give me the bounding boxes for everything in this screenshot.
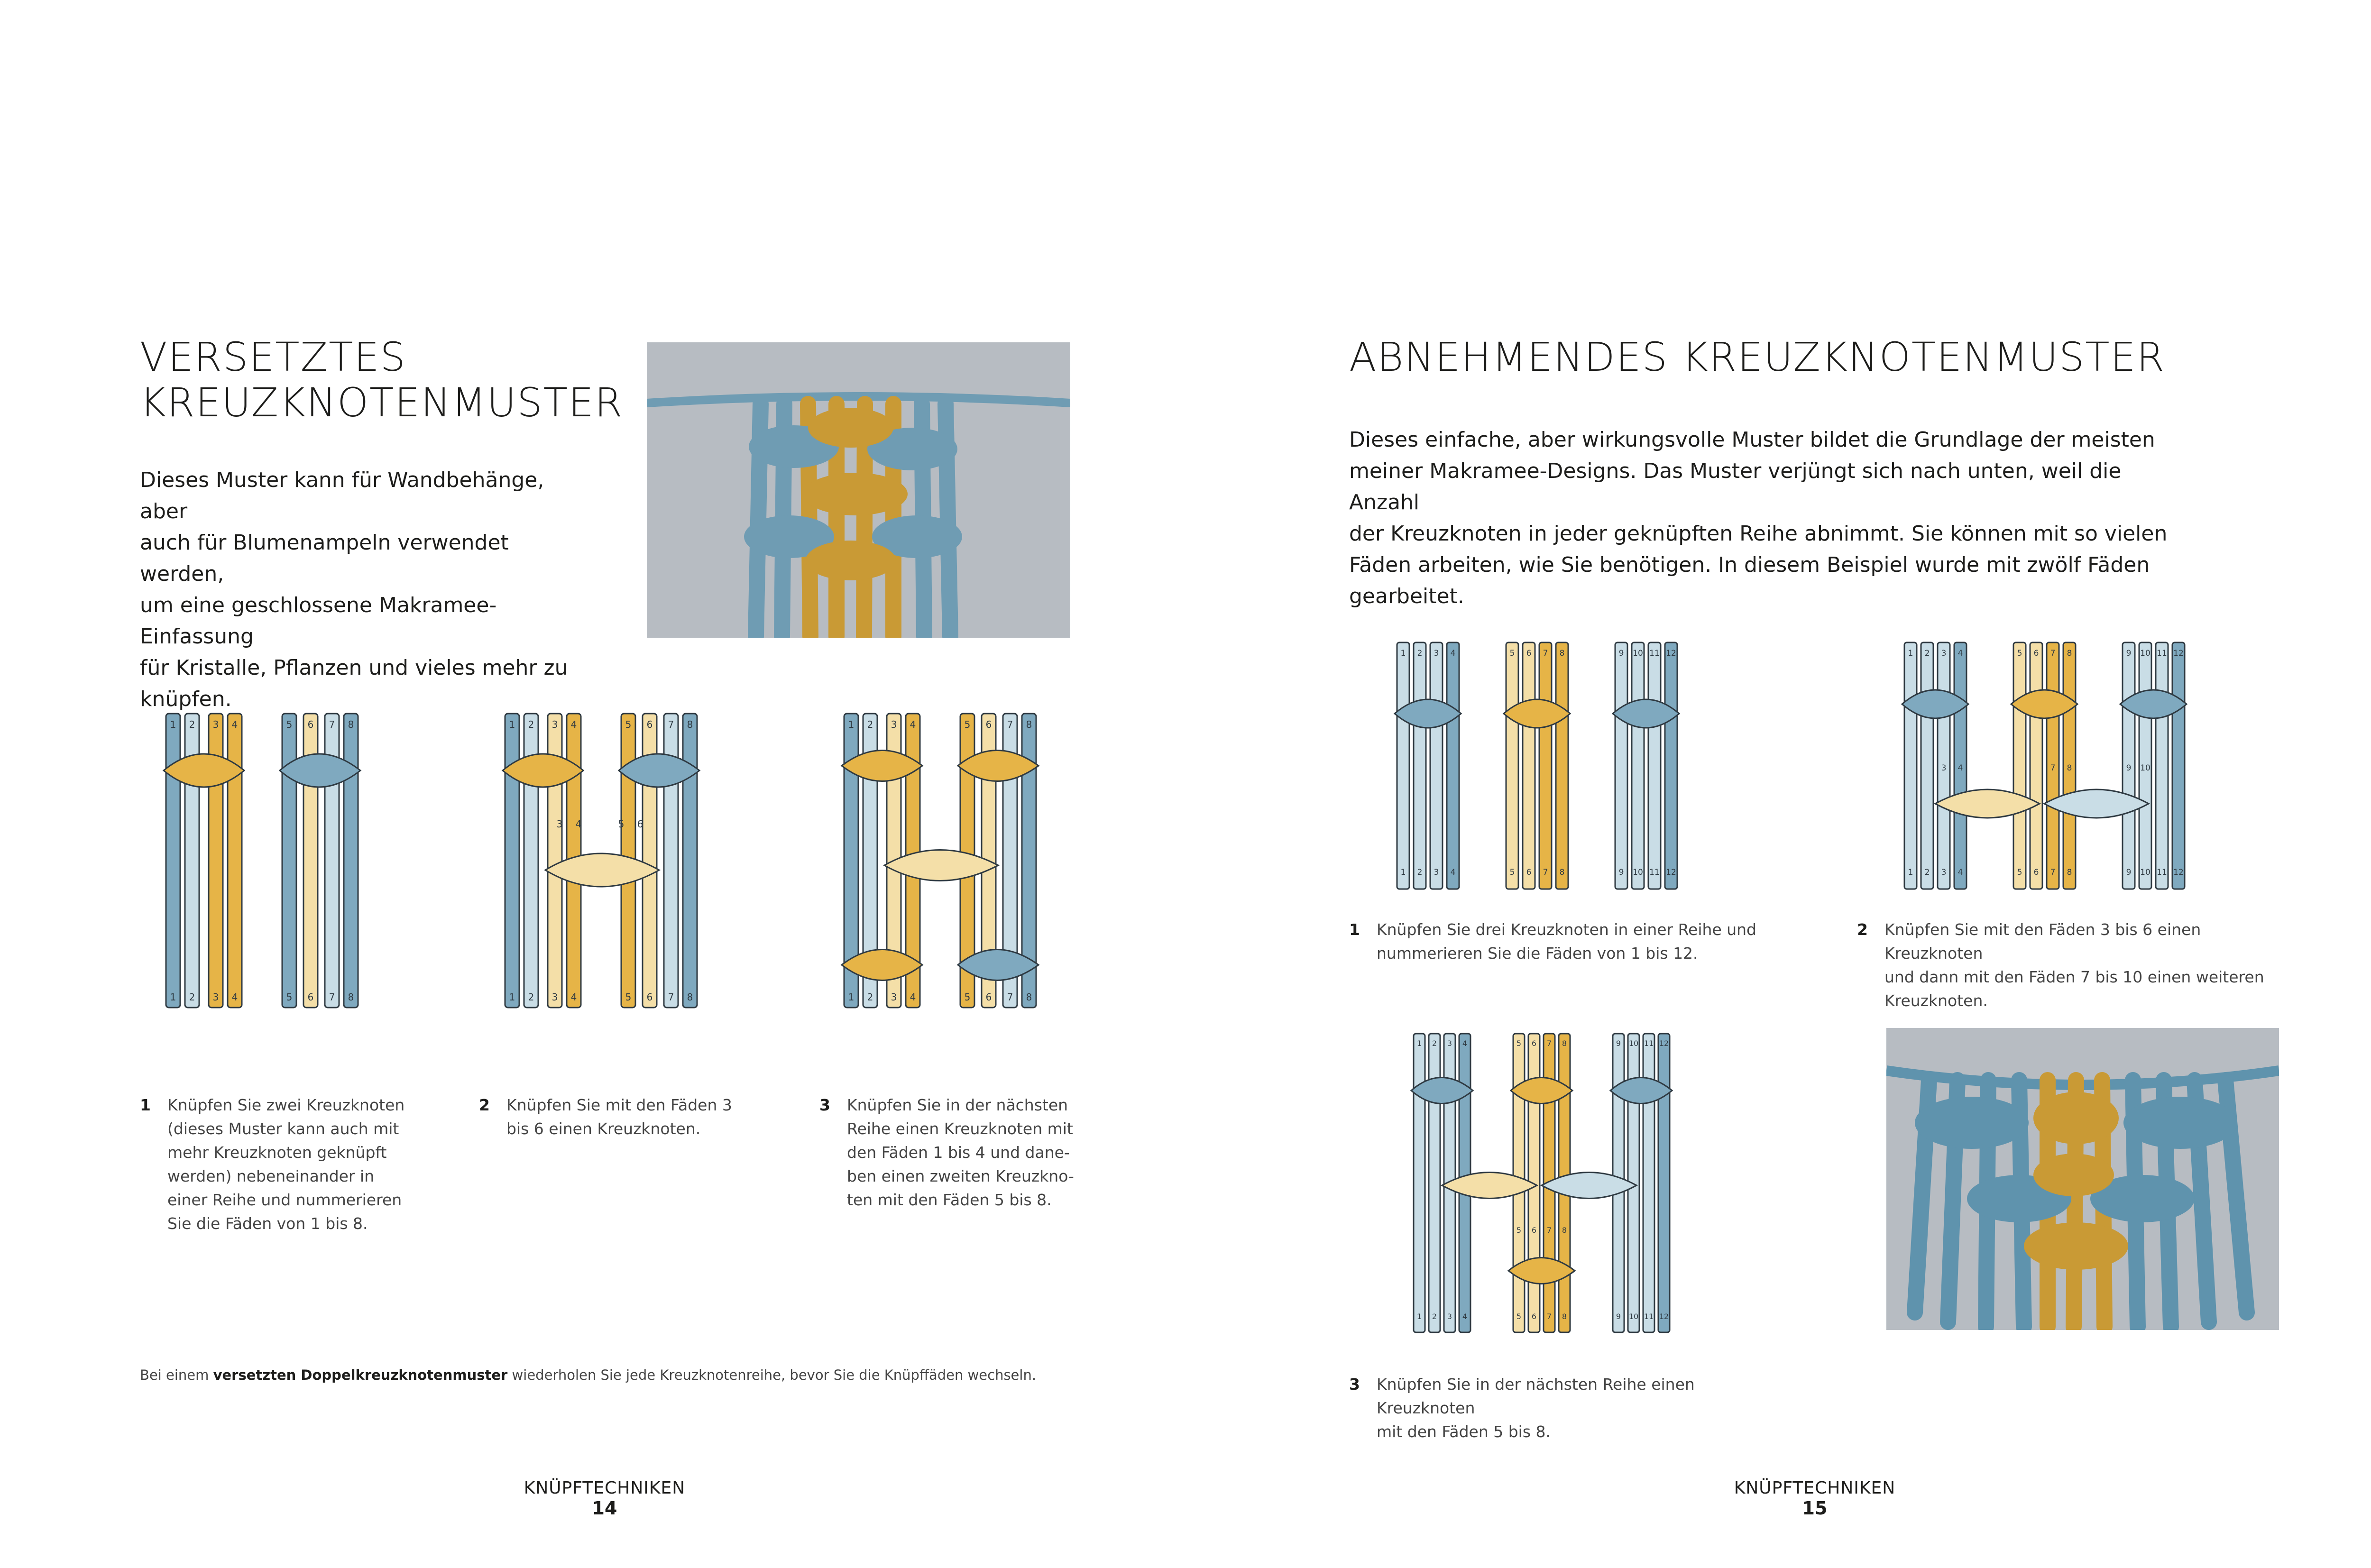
thread-label: 4	[1450, 868, 1456, 877]
thread-label: 5	[2017, 649, 2022, 658]
thread-label: 5	[625, 719, 632, 730]
step-line: Knüpfen Sie zwei Kreuzknoten	[167, 1096, 405, 1114]
right-intro-line: meiner Makramee-Designs. Das Muster verjüngt sich nach unten, weil die Anzahl	[1349, 459, 2122, 514]
thread-label: 12	[2173, 649, 2184, 658]
thread-label: 7	[1007, 719, 1013, 730]
thread-label: 5	[1516, 1312, 1522, 1321]
thread-label: 1	[170, 991, 176, 1003]
thread-label: 8	[1562, 1039, 1567, 1048]
thread-label: 4	[1462, 1312, 1468, 1321]
thread-label: 9	[1618, 649, 1624, 658]
thread-label: 4	[231, 991, 238, 1003]
thread-label: 3	[551, 991, 558, 1003]
thread-label: 6	[1531, 1312, 1537, 1321]
thread-label: 12	[1666, 649, 1676, 658]
step-text	[167, 1093, 404, 1236]
thread-label: 5	[286, 991, 293, 1003]
thread-label: 2	[1417, 649, 1423, 658]
thread-label: 10	[1628, 1312, 1639, 1321]
thread-label: 8	[348, 991, 354, 1003]
thread-label: 8	[2067, 763, 2072, 773]
thread-label: 4	[570, 719, 577, 730]
thread-label: 6	[2033, 868, 2039, 877]
thread-label: 10	[1633, 868, 1643, 877]
thread-label: 7	[2050, 649, 2056, 658]
thread-label: 7	[1546, 1226, 1552, 1235]
thread-label: 8	[1562, 1226, 1567, 1235]
thread-label: 9	[1616, 1312, 1621, 1321]
thread-label: 3	[556, 818, 563, 830]
thread-label: 9	[2126, 763, 2132, 773]
thread-label: 7	[1543, 868, 1548, 877]
step-text	[847, 1093, 1074, 1212]
thread-label: 4	[231, 719, 238, 730]
note-prefix: Bei einem	[140, 1367, 213, 1383]
thread-label: 2	[867, 991, 873, 1003]
thread-label: 6	[637, 818, 643, 830]
thread-label: 4	[1957, 868, 1963, 877]
left-step-3	[819, 1093, 1085, 1221]
right-step-1	[1349, 918, 1776, 975]
left-intro	[140, 465, 590, 715]
left-intro-line: für Kristalle, Pflanzen und vieles mehr zu	[140, 656, 568, 680]
left-diagram-step2	[496, 709, 714, 1012]
thread-label: 1	[848, 991, 855, 1003]
right-step-3	[1349, 1373, 1776, 1441]
right-diagram-step1	[1390, 638, 1712, 894]
thread-label: 1	[170, 719, 176, 730]
right-diagram-step3	[1409, 1029, 1703, 1337]
thread-label: 6	[646, 991, 653, 1003]
thread-label: 5	[618, 818, 625, 830]
thread-label: 5	[625, 991, 632, 1003]
step-line: Knüpfen Sie mit den Fäden 3	[506, 1096, 732, 1114]
step-number: 2	[1857, 920, 1868, 939]
thread-label: 3	[212, 719, 219, 730]
thread-label: 7	[1543, 649, 1548, 658]
thread-label: 12	[2173, 868, 2184, 877]
thread-label: 8	[348, 719, 354, 730]
left-photo	[647, 342, 1070, 638]
thread-label: 10	[2140, 649, 2150, 658]
step-line: einer Reihe und nummerieren	[167, 1191, 402, 1209]
thread-label: 12	[1659, 1039, 1669, 1048]
thread-label: 1	[1416, 1039, 1422, 1048]
step-line: bis 6 einen Kreuzknoten.	[506, 1119, 701, 1138]
right-intro	[1349, 424, 2179, 612]
page-number: 15	[1802, 1498, 1828, 1519]
thread-label: 8	[1026, 719, 1032, 730]
thread-label: 10	[2140, 763, 2150, 773]
thread-label: 4	[910, 991, 916, 1003]
thread-label: 7	[329, 719, 335, 730]
thread-label: 4	[570, 991, 577, 1003]
thread-label: 11	[1649, 868, 1660, 877]
thread-label: 6	[646, 719, 653, 730]
step-number: 3	[819, 1096, 830, 1114]
thread-label: 8	[2067, 868, 2072, 877]
thread-label: 9	[1616, 1039, 1621, 1048]
thread-label: 6	[1531, 1226, 1537, 1235]
right-step-2	[1857, 918, 2284, 1010]
thread-label: 9	[1618, 868, 1624, 877]
thread-label: 7	[2050, 868, 2056, 877]
thread-label: 4	[1462, 1039, 1468, 1048]
thread-label: 6	[307, 719, 314, 730]
thread-label: 4	[1957, 763, 1963, 773]
thread-label: 11	[1644, 1039, 1654, 1048]
thread-label: 7	[668, 719, 674, 730]
thread-label: 1	[1908, 649, 1913, 658]
thread-label: 6	[985, 991, 992, 1003]
thread-label: 4	[575, 818, 582, 830]
thread-label: 8	[1562, 1312, 1567, 1321]
left-step-2	[479, 1093, 744, 1150]
thread-label: 1	[509, 719, 515, 730]
note-bold: versetzten Doppelkreuzknotenmuster	[213, 1367, 508, 1383]
thread-label: 2	[1924, 868, 1930, 877]
thread-label: 8	[2067, 649, 2072, 658]
thread-label: 5	[964, 991, 971, 1003]
right-title: ABNEHMENDES KREUZKNOTENMUSTER	[1349, 334, 2166, 380]
left-intro-line: knüpfen.	[140, 687, 232, 711]
step-number: 2	[479, 1096, 490, 1114]
right-intro-line: Dieses einfache, aber wirkungsvolle Muster bildet die Grundlage der meisten	[1349, 428, 2155, 452]
page-number: 14	[592, 1498, 617, 1519]
thread-label: 1	[1400, 649, 1406, 658]
thread-label: 7	[2050, 763, 2056, 773]
left-intro-line: Dieses Muster kann für Wandbehänge, aber	[140, 468, 544, 523]
thread-label: 7	[668, 991, 674, 1003]
step-number: 3	[1349, 1375, 1360, 1394]
thread-label: 2	[1417, 868, 1423, 877]
thread-label: 6	[1531, 1039, 1537, 1048]
right-diagram-step2	[1897, 638, 2220, 894]
thread-label: 8	[1026, 991, 1032, 1003]
step-line: Knüpfen Sie in der nächsten Reihe einen Kreuzknoten	[1377, 1375, 1695, 1417]
step-number: 1	[1349, 920, 1360, 939]
thread-label: 5	[1509, 868, 1515, 877]
thread-label: 4	[1450, 649, 1456, 658]
step-line: Sie die Fäden von 1 bis 8.	[167, 1214, 368, 1233]
thread-label: 8	[687, 719, 693, 730]
thread-label: 2	[867, 719, 873, 730]
step-line: werden) nebeneinander in	[167, 1167, 375, 1185]
thread-label: 7	[1007, 991, 1013, 1003]
thread-label: 2	[189, 991, 195, 1003]
thread-label: 7	[1546, 1312, 1552, 1321]
step-text	[1377, 1373, 1776, 1444]
running-footer: KNÜPFTECHNIKEN	[1734, 1478, 1896, 1498]
thread-label: 1	[848, 719, 855, 730]
thread-label: 3	[1941, 868, 1947, 877]
left-step-1	[140, 1093, 405, 1245]
thread-label: 2	[1432, 1039, 1437, 1048]
step-text	[1377, 918, 1756, 965]
thread-label: 6	[2033, 649, 2039, 658]
thread-label: 7	[1546, 1039, 1552, 1048]
thread-label: 8	[1559, 649, 1565, 658]
step-line: Kreuzknoten.	[1884, 991, 1988, 1010]
thread-label: 2	[528, 719, 534, 730]
left-diagram-step1	[156, 709, 375, 1012]
thread-label: 1	[1416, 1312, 1422, 1321]
thread-label: 8	[1559, 868, 1565, 877]
thread-label: 4	[910, 719, 916, 730]
thread-label: 1	[1400, 868, 1406, 877]
thread-label: 11	[2157, 649, 2167, 658]
step-line: ben einen zweiten Kreuzkno-	[847, 1167, 1074, 1185]
thread-label: 2	[1924, 649, 1930, 658]
right-intro-line: der Kreuzknoten in jeder geknüpften Reihe abnimmt. Sie können mit so vielen	[1349, 522, 2168, 546]
left-intro-line: um eine geschlossene Makramee-Einfassung	[140, 593, 497, 649]
left-intro-line: auch für Blumenampeln verwendet werden,	[140, 531, 509, 586]
right-photo	[1886, 1028, 2279, 1330]
thread-label: 3	[1434, 868, 1439, 877]
thread-label: 3	[1434, 649, 1439, 658]
thread-label: 9	[2126, 868, 2132, 877]
step-number: 1	[140, 1096, 151, 1114]
step-line: nummerieren Sie die Fäden von 1 bis 12.	[1377, 944, 1698, 963]
thread-label: 3	[1941, 763, 1947, 773]
thread-label: 3	[891, 991, 897, 1003]
thread-label: 6	[985, 719, 992, 730]
thread-label: 2	[1432, 1312, 1437, 1321]
left-title-line2: KREUZKNOTENMUSTER	[140, 379, 624, 426]
step-line: mit den Fäden 5 bis 8.	[1377, 1422, 1551, 1441]
thread-label: 10	[1633, 649, 1643, 658]
thread-label: 11	[1644, 1312, 1654, 1321]
step-line: (dieses Muster kann auch mit	[167, 1119, 399, 1138]
thread-label: 5	[2017, 868, 2022, 877]
thread-label: 3	[1447, 1039, 1452, 1048]
step-line: den Fäden 1 bis 4 und dane-	[847, 1143, 1070, 1162]
thread-label: 1	[1908, 868, 1913, 877]
left-title	[140, 334, 623, 425]
thread-label: 8	[687, 991, 693, 1003]
thread-label: 11	[2157, 868, 2167, 877]
thread-label: 5	[1516, 1226, 1522, 1235]
thread-label: 12	[1666, 868, 1676, 877]
step-line: Reihe einen Kreuzknoten mit	[847, 1119, 1073, 1138]
thread-label: 10	[2140, 868, 2150, 877]
step-text	[1884, 918, 2284, 1013]
left-footer	[486, 1478, 723, 1519]
thread-label: 2	[528, 991, 534, 1003]
thread-label: 3	[891, 719, 897, 730]
thread-label: 3	[1447, 1312, 1452, 1321]
left-note	[140, 1366, 1088, 1385]
left-diagram-step3	[835, 709, 1053, 1012]
step-line: und dann mit den Fäden 7 bis 10 einen weiteren	[1884, 968, 2264, 986]
step-line: mehr Kreuzknoten geknüpft	[167, 1143, 387, 1162]
thread-label: 11	[1649, 649, 1660, 658]
thread-label: 5	[1516, 1039, 1522, 1048]
thread-label: 3	[551, 719, 558, 730]
running-footer: KNÜPFTECHNIKEN	[524, 1478, 686, 1498]
thread-label: 5	[286, 719, 293, 730]
step-line: Knüpfen Sie drei Kreuzknoten in einer Reihe und	[1377, 920, 1757, 939]
right-page	[1210, 0, 2371, 1568]
step-line: ten mit den Fäden 5 bis 8.	[847, 1191, 1052, 1209]
thread-label: 1	[509, 991, 515, 1003]
thread-label: 10	[1628, 1039, 1639, 1048]
right-footer	[1696, 1478, 1933, 1519]
thread-label: 5	[964, 719, 971, 730]
thread-label: 6	[307, 991, 314, 1003]
left-title-line1: VERSETZTES	[140, 334, 406, 380]
thread-label: 12	[1659, 1312, 1669, 1321]
thread-label: 4	[1957, 649, 1963, 658]
thread-label: 6	[1526, 649, 1532, 658]
thread-label: 2	[189, 719, 195, 730]
thread-label: 9	[2126, 649, 2132, 658]
right-intro-line: gearbeitet.	[1349, 584, 1464, 608]
thread-label: 5	[1509, 649, 1515, 658]
step-line: Knüpfen Sie mit den Fäden 3 bis 6 einen Kreuzknoten	[1884, 920, 2201, 963]
thread-label: 7	[329, 991, 335, 1003]
thread-label: 6	[1526, 868, 1532, 877]
step-line: Knüpfen Sie in der nächsten	[847, 1096, 1068, 1114]
note-suffix: wiederholen Sie jede Kreuzknotenreihe, bevor Sie die Knüpffäden wechseln.	[507, 1367, 1037, 1383]
right-intro-line: Fäden arbeiten, wie Sie benötigen. In diesem Beispiel wurde mit zwölf Fäden	[1349, 553, 2150, 577]
step-text	[506, 1093, 732, 1141]
thread-label: 3	[1941, 649, 1947, 658]
thread-label: 3	[212, 991, 219, 1003]
